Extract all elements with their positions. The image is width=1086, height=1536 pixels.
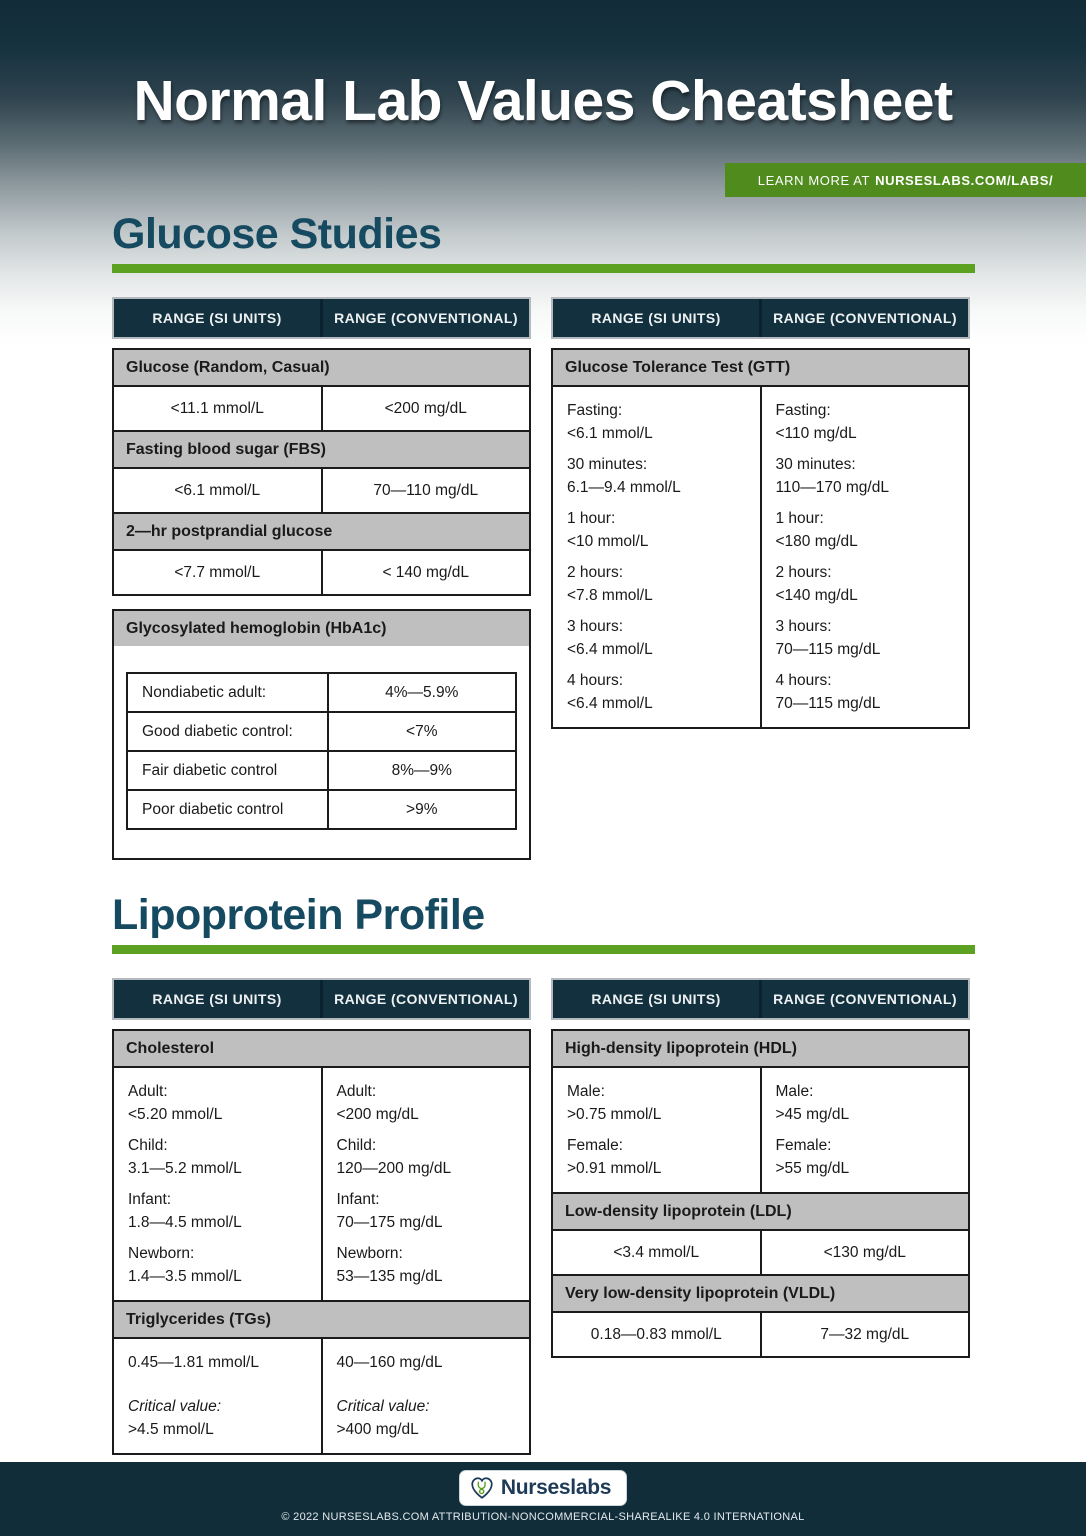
row-title-ldl: Low-density lipoprotein (LDL) — [553, 1192, 968, 1229]
range-value: 110—170 mg/dL — [775, 479, 889, 496]
row-title-hba1c: Glycosylated hemoglobin (HbA1c) — [114, 611, 529, 646]
range-label: 1 hour: — [775, 510, 824, 527]
table-row — [553, 1311, 968, 1356]
row-title-fbs: Fasting blood sugar (FBS) — [114, 430, 529, 467]
learn-more-url: NURSESLABS.COM/LABS/ — [875, 172, 1054, 188]
table-row — [553, 1066, 968, 1192]
range-value: 6.1—9.4 mmol/L — [567, 479, 681, 496]
table-row — [128, 711, 515, 750]
column-header-conventional: RANGE (CONVENTIONAL) — [759, 980, 968, 1018]
table-row — [114, 1066, 529, 1300]
si-value-cell — [114, 1339, 321, 1453]
range-value: 70—115 mg/dL — [775, 695, 881, 712]
hdl-ldl-vldl-table — [551, 978, 970, 1358]
range-value: >0.75 mmol/L — [567, 1106, 662, 1123]
range-label: Female: — [567, 1137, 623, 1154]
range-label: Child: — [128, 1137, 168, 1154]
learn-more-prefix: LEARN MORE AT — [757, 172, 871, 188]
gtt-rows-block — [551, 348, 970, 729]
table-row — [553, 1229, 968, 1274]
range-pair — [337, 1188, 516, 1234]
range-pair — [567, 669, 746, 715]
column-header-si: RANGE (SI UNITS) — [152, 991, 282, 1007]
nurseslabs-logo-badge[interactable] — [459, 1470, 627, 1506]
range-label: Infant: — [128, 1191, 172, 1208]
si-value: <6.1 mmol/L — [174, 482, 261, 499]
range-value: 40—160 mg/dL — [336, 1354, 443, 1371]
row-title-postprandial: 2—hr postprandial glucose — [114, 512, 529, 549]
conventional-value-cell — [760, 387, 969, 727]
range-value: <180 mg/dL — [775, 533, 858, 550]
range-label: Newborn: — [128, 1245, 195, 1262]
row-title-vldl: Very low-density lipoprotein (VLDL) — [553, 1274, 968, 1311]
hba1c-label: Nondiabetic adult: — [142, 684, 267, 701]
range-label: Infant: — [336, 1191, 380, 1208]
range-pair — [337, 1242, 516, 1288]
lipoprotein-rows-block — [551, 1029, 970, 1358]
range-pair — [128, 1134, 307, 1180]
range-value: <7.8 mmol/L — [567, 587, 653, 604]
range-value: <10 mmol/L — [567, 533, 649, 550]
conventional-value-cell — [321, 1068, 530, 1300]
hba1c-value: <7% — [327, 713, 516, 750]
heart-stethoscope-icon — [469, 1475, 495, 1501]
column-header-si: RANGE (SI UNITS) — [591, 991, 721, 1007]
section-heading-glucose: Glucose Studies — [112, 210, 442, 258]
conventional-value: 7—32 mg/dL — [760, 1313, 969, 1356]
range-pair — [776, 669, 955, 715]
range-label: Fasting: — [775, 402, 831, 419]
range-label: 2 hours: — [567, 564, 624, 581]
conventional-value: 70—110 mg/dL — [321, 469, 530, 512]
column-header-conventional: RANGE (CONVENTIONAL) — [759, 299, 968, 337]
column-header-conventional: RANGE (CONVENTIONAL) — [320, 980, 529, 1018]
hba1c-block — [112, 609, 531, 860]
si-value-cell — [553, 1068, 760, 1192]
glucose-studies-section — [0, 210, 1086, 860]
range-label: 30 minutes: — [775, 456, 856, 473]
hba1c-inner-table — [126, 672, 517, 830]
range-pair — [128, 1242, 307, 1288]
range-label: Child: — [336, 1137, 377, 1154]
range-pair — [776, 507, 955, 553]
column-header-conventional: RANGE (CONVENTIONAL) — [320, 299, 529, 337]
range-pair — [776, 453, 955, 499]
table-row — [128, 750, 515, 789]
critical-value-label: Critical value: — [336, 1398, 430, 1415]
range-label: Fasting: — [567, 402, 623, 419]
range-pair — [337, 1134, 516, 1180]
table-header-row — [112, 978, 531, 1020]
range-value: 3.1—5.2 mmol/L — [128, 1160, 242, 1177]
range-label: Male: — [775, 1083, 814, 1100]
lipoprotein-profile-section — [0, 891, 1086, 1455]
range-label: 4 hours: — [567, 672, 624, 689]
range-label: Newborn: — [336, 1245, 403, 1262]
cholesterol-table — [112, 978, 531, 1455]
range-label: 1 hour: — [567, 510, 616, 527]
hba1c-label: Good diabetic control: — [142, 723, 293, 740]
range-pair — [567, 1080, 746, 1126]
range-value: >0.91 mmol/L — [567, 1160, 662, 1177]
si-value: <3.4 mmol/L — [613, 1244, 700, 1261]
conventional-value-cell — [760, 1068, 969, 1192]
heading-underline — [112, 945, 975, 954]
learn-more-banner[interactable] — [725, 163, 1086, 197]
range-value: <6.4 mmol/L — [567, 641, 653, 658]
range-value: <6.4 mmol/L — [567, 695, 653, 712]
conventional-value: < 140 mg/dL — [321, 551, 530, 594]
range-value: 1.4—3.5 mmol/L — [128, 1268, 242, 1285]
range-label: 30 minutes: — [567, 456, 648, 473]
table-row — [114, 467, 529, 512]
row-title-triglycerides: Triglycerides (TGs) — [114, 1300, 529, 1337]
si-value: 0.18—0.83 mmol/L — [590, 1326, 722, 1343]
row-title-gtt: Glucose Tolerance Test (GTT) — [553, 350, 968, 385]
brand-name: Nurseslabs — [500, 1476, 612, 1499]
range-pair — [776, 1080, 955, 1126]
conventional-value: <130 mg/dL — [760, 1231, 969, 1274]
range-pair — [776, 561, 955, 607]
range-value: >45 mg/dL — [775, 1106, 850, 1123]
page-title: Normal Lab Values Cheatsheet — [133, 69, 953, 133]
heading-underline — [112, 264, 975, 273]
row-title-hdl: High-density lipoprotein (HDL) — [553, 1031, 968, 1066]
range-value: <200 mg/dL — [336, 1106, 419, 1123]
range-pair — [776, 1134, 955, 1180]
hba1c-label: Fair diabetic control — [142, 762, 278, 779]
table-row — [553, 385, 968, 727]
range-value: 0.45—1.81 mmol/L — [128, 1354, 259, 1371]
conventional-value: <200 mg/dL — [321, 387, 530, 430]
range-pair — [567, 1134, 746, 1180]
glucose-tables — [112, 297, 975, 860]
conventional-value-cell — [321, 1339, 530, 1453]
table-header-row — [112, 297, 531, 339]
range-pair — [128, 1188, 307, 1234]
row-title-cholesterol: Cholesterol — [114, 1031, 529, 1066]
range-pair — [128, 1080, 307, 1126]
range-pair — [567, 399, 746, 445]
table-row — [114, 385, 529, 430]
si-value-cell — [553, 387, 760, 727]
range-value: <6.1 mmol/L — [567, 425, 653, 442]
footer — [0, 1462, 1086, 1536]
range-label: Adult: — [336, 1083, 377, 1100]
column-header-si: RANGE (SI UNITS) — [152, 310, 282, 326]
critical-value-label: Critical value: — [128, 1398, 222, 1415]
range-value: >4.5 mmol/L — [128, 1421, 214, 1438]
cholesterol-rows-block — [112, 1029, 531, 1455]
range-value: >55 mg/dL — [775, 1160, 850, 1177]
range-pair — [567, 615, 746, 661]
range-pair — [567, 561, 746, 607]
range-pair — [776, 615, 955, 661]
range-label: 3 hours: — [775, 618, 832, 635]
range-pair — [567, 507, 746, 553]
range-pair — [337, 1080, 516, 1126]
range-value: <140 mg/dL — [775, 587, 858, 604]
range-label: Male: — [567, 1083, 605, 1100]
range-value: >400 mg/dL — [336, 1421, 419, 1438]
range-label: 3 hours: — [567, 618, 624, 635]
range-value: 70—175 mg/dL — [336, 1214, 443, 1231]
range-value: 70—115 mg/dL — [775, 641, 881, 658]
column-header-si: RANGE (SI UNITS) — [591, 310, 721, 326]
si-value-cell — [114, 1068, 321, 1300]
range-value: <110 mg/dL — [775, 425, 857, 442]
table-row — [128, 674, 515, 711]
lipoprotein-tables — [112, 978, 975, 1455]
range-value: 1.8—4.5 mmol/L — [128, 1214, 242, 1231]
range-value: 53—135 mg/dL — [336, 1268, 443, 1285]
table-row — [128, 789, 515, 828]
section-heading-lipoprotein: Lipoprotein Profile — [112, 891, 485, 939]
si-value: <11.1 mmol/L — [170, 400, 264, 417]
table-header-row — [551, 297, 970, 339]
range-pair — [567, 453, 746, 499]
hba1c-value: 4%—5.9% — [327, 674, 516, 711]
range-label: Adult: — [128, 1083, 168, 1100]
table-row — [114, 1337, 529, 1453]
hba1c-label: Poor diabetic control — [142, 801, 284, 818]
range-pair — [776, 399, 955, 445]
range-label: 2 hours: — [775, 564, 832, 581]
si-value: <7.7 mmol/L — [174, 564, 261, 581]
range-value: 120—200 mg/dL — [336, 1160, 452, 1177]
glucose-values-table — [112, 297, 531, 860]
row-title-glucose-random: Glucose (Random, Casual) — [114, 350, 529, 385]
header — [0, 0, 1086, 197]
copyright-text: © 2022 NURSESLABS.COM ATTRIBUTION-NONCOMMERCIAL-SHAREALIKE 4.0 INTERNATIONAL — [281, 1511, 805, 1523]
table-header-row — [551, 978, 970, 1020]
table-row — [114, 549, 529, 594]
range-label: 4 hours: — [775, 672, 832, 689]
gtt-table — [551, 297, 970, 729]
hba1c-value: 8%—9% — [327, 752, 516, 789]
hba1c-value: >9% — [327, 791, 516, 828]
hba1c-box — [114, 646, 529, 858]
glucose-rows-block — [112, 348, 531, 596]
range-value: <5.20 mmol/L — [128, 1106, 223, 1123]
range-label: Female: — [775, 1137, 832, 1154]
